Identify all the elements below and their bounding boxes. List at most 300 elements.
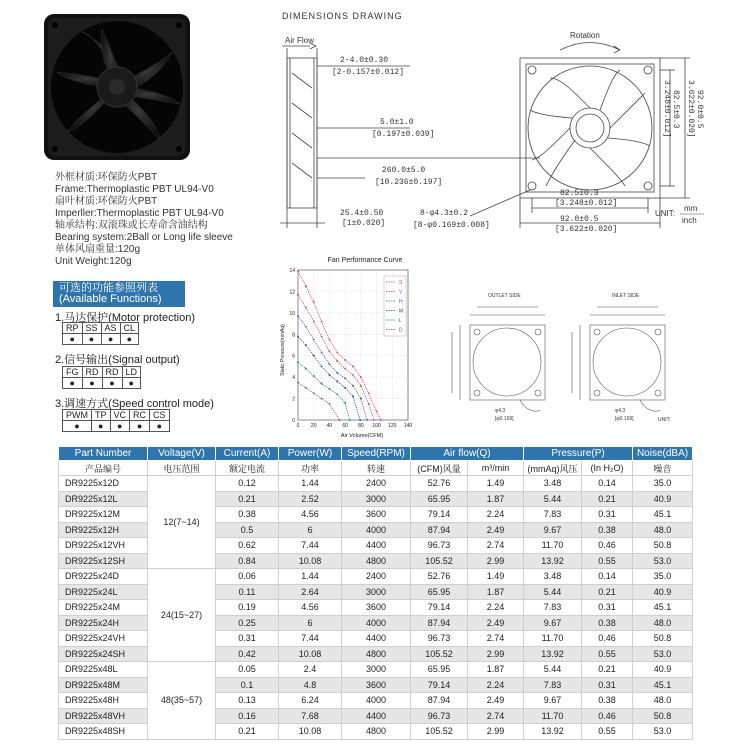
current-cell: 0.1 [216,677,279,693]
sub-cell: (CFM)风量 [411,461,468,476]
m3-cell: 1.87 [468,584,524,600]
current-cell: 0.06 [216,569,279,585]
m3-cell: 2.49 [468,615,524,631]
sub-cell: (mmAq)风压 [524,461,582,476]
data-point [297,336,299,338]
current-cell: 0.05 [216,662,279,678]
mark-cell: ● [102,378,122,389]
current-cell: 0.38 [216,507,279,523]
inh2o-cell: 0.46 [582,708,633,724]
cfm-cell: 87.94 [411,693,468,709]
motor-protection-title: 1.马达保护(Motor protection) [55,312,195,324]
noise-cell: 50.8 [633,631,693,647]
mmaq-cell: 3.48 [524,569,582,585]
data-point [313,392,315,394]
cfm-cell: 65.95 [411,662,468,678]
m3-cell: 2.24 [468,677,524,693]
mark-cell: ● [101,334,120,345]
data-point [360,385,362,387]
voltage-cell: 12(7~14) [148,476,216,569]
speed-cell: 4800 [342,646,411,662]
data-point [344,387,346,389]
mmaq-cell: 5.44 [524,662,582,678]
speed-cell: 4000 [342,615,411,631]
y-tick-label: 14 [289,268,295,274]
spec-frame-cn: 外框材质:环保防火PBT [55,172,158,183]
power-cell: 2.52 [279,491,342,507]
speed-cell: 3600 [342,600,411,616]
power-cell: 1.44 [279,476,342,492]
part-number-cell: DR9225x24M [59,600,148,616]
side-unit-label: UNIT: [658,417,671,423]
data-point [368,403,370,405]
header-air-flow: Air flow(Q) [411,447,524,461]
cfm-cell: 96.73 [411,538,468,554]
code-cell: TP [92,410,111,421]
data-point [352,366,354,368]
part-number-cell: DR9225x48M [59,677,148,693]
sub-cell: 电压范围 [148,461,216,476]
code-cell: PWM [63,410,92,421]
speed-cell: 4400 [342,631,411,647]
mark-cell: ● [63,334,83,345]
data-point [368,392,370,394]
mmaq-cell: 7.83 [524,507,582,523]
speed-cell: 4400 [342,538,411,554]
legend-label: M [399,308,404,315]
data-point [344,377,346,379]
sub-cell: 噪音 [633,461,693,476]
data-point [305,326,307,328]
current-cell: 0.25 [216,615,279,631]
data-point [336,393,338,395]
inh2o-cell: 0.38 [582,693,633,709]
power-cell: 10.08 [279,553,342,569]
mmaq-cell: 5.44 [524,491,582,507]
noise-cell: 48.0 [633,522,693,538]
part-number-cell: DR9225x12D [59,476,148,492]
power-cell: 7.68 [279,708,342,724]
air-flow-label: Air Flow [285,36,314,45]
code-cell: SS [82,323,101,334]
part-number-cell: DR9225x24D [59,569,148,585]
mark-cell: ● [63,378,83,389]
mmaq-cell: 11.70 [524,538,582,554]
current-cell: 0.31 [216,631,279,647]
cfm-cell: 87.94 [411,522,468,538]
m3-cell: 2.99 [468,646,524,662]
spec-impeller-cn: 扇叶材质:环保防火PBT [55,196,158,207]
x-tick-label: 100 [372,423,381,429]
power-cell: 4.8 [279,677,342,693]
speed-cell: 4000 [342,693,411,709]
data-point [373,419,375,421]
dim-holes: 8-φ4.3±0.2 [420,209,469,218]
mmaq-cell: 11.70 [524,631,582,647]
data-point [336,352,338,354]
performance-chart [280,255,430,440]
y-tick-label: 2 [292,396,295,403]
noise-cell: 40.9 [633,662,693,678]
m3-cell: 2.49 [468,693,524,709]
m3-cell: 2.99 [468,553,524,569]
data-point [321,352,323,354]
x-tick-label: 20 [310,423,317,429]
current-cell: 0.19 [216,600,279,616]
header-pressure: Pressure(P) [524,447,633,461]
data-point [321,336,323,338]
noise-cell: 53.0 [633,553,693,569]
legend-label: D [399,327,403,334]
part-number-cell: DR9225x48L [59,662,148,678]
data-point [321,321,323,323]
mmaq-cell: 3.48 [524,476,582,492]
inh2o-cell: 0.55 [582,646,633,662]
part-number-cell: DR9225x24SH [59,646,148,662]
sub-cell: 功率 [279,461,342,476]
x-tick-label: 60 [342,423,348,429]
legend-label: S [399,280,403,286]
mark-cell: ● [150,421,170,432]
inh2o-cell: 0.55 [582,724,633,740]
m3-cell: 1.49 [468,569,524,585]
unit-mm: mm [684,204,698,213]
data-point [305,387,307,389]
mmaq-cell: 7.83 [524,677,582,693]
data-point [305,307,307,309]
data-point [349,419,351,421]
power-cell: 7.44 [279,538,342,554]
part-number-cell: DR9225x48VH [59,708,148,724]
data-point [329,363,331,365]
y-tick-label: 6 [292,353,295,360]
speed-cell: 3000 [342,662,411,678]
speed-cell: 4400 [342,708,411,724]
data-point [297,294,299,296]
sub-cell: 产品编号 [59,461,148,476]
inh2o-cell: 0.31 [582,600,633,616]
dim-size-inch: [3.622±0.020] [555,225,618,234]
current-cell: 0.21 [216,491,279,507]
data-point [352,396,354,398]
dim-size: 92.0±0.5 [560,215,599,224]
speed-cell: 3600 [342,677,411,693]
inlet-hole-label: φ4.3 [615,408,626,414]
inlet-hole-inch: [φ0.169] [615,416,634,422]
data-point [380,419,382,421]
outlet-side-label: OUTLET SIDE [488,293,521,299]
subheader-row [59,461,693,476]
part-number-cell: DR9225x48SH [59,724,148,740]
spec-weight-cn: 单体风扇重量:120g [55,244,141,255]
current-cell: 0.16 [216,708,279,724]
data-point [329,339,331,341]
unit-label: UNIT: [655,209,675,218]
m3-cell: 2.49 [468,522,524,538]
power-cell: 6 [279,522,342,538]
mark-cell: ● [110,421,130,432]
x-tick-label: 120 [388,423,397,429]
current-cell: 0.11 [216,584,279,600]
cfm-cell: 65.95 [411,491,468,507]
functions-header [53,281,185,307]
motor-protection-table [62,322,139,345]
dim-size-v-inch: 3.622±0.020] [686,80,695,138]
data-point [336,360,338,362]
cfm-cell: 105.52 [411,553,468,569]
inh2o-cell: 0.46 [582,631,633,647]
part-number-cell: DR9225x12M [59,507,148,523]
power-cell: 10.08 [279,646,342,662]
m3-cell: 2.74 [468,631,524,647]
chart-title: Fan Performance Curve [327,257,403,264]
mmaq-cell: 9.67 [524,693,582,709]
part-number-cell: DR9225x48H [59,693,148,709]
mark-cell: ● [82,334,101,345]
header-part-number: Part Number [59,447,148,461]
noise-cell: 35.0 [633,476,693,492]
noise-cell: 53.0 [633,724,693,740]
x-tick-label: 0 [296,423,300,429]
x-tick-label: 40 [326,423,333,429]
series-line-L [298,362,350,420]
legend-box [384,276,406,336]
part-number-cell: DR9225x12VH [59,538,148,554]
y-tick-label: 0 [292,418,295,424]
data-point [297,270,299,272]
spec-bearing-en: Bearing system:2Ball or Long life sleeve [55,232,233,243]
signal-output-title: 2.信号输出(Signal output) [55,354,180,366]
dim-pitch-v-inch: 3.248±0.012] [662,80,671,138]
dim-screw-inch: [2-0.157±0.012] [332,68,405,77]
code-cell: VC [110,410,130,421]
table-row [59,569,693,585]
inh2o-cell: 0.38 [582,522,633,538]
data-point [339,419,341,421]
dim-size-v: 92.0±0.5 [695,90,704,129]
data-point [329,351,331,353]
power-cell: 7.44 [279,631,342,647]
spec-impeller-en: Imperller:Thermoplastic PBT UL94-V0 [55,208,224,219]
data-point [305,285,307,287]
header-voltage: Voltage(V) [148,447,216,461]
data-point [321,383,323,385]
data-point [313,375,315,377]
speed-cell: 2400 [342,569,411,585]
series-line-V [298,295,374,420]
cfm-cell: 105.52 [411,646,468,662]
table-row [59,662,693,678]
sub-cell: m³/min [468,461,524,476]
inh2o-cell: 0.21 [582,662,633,678]
dim-hub: 5.0±1.0 [380,118,414,127]
data-point [313,321,315,323]
mmaq-cell: 13.92 [524,724,582,740]
m3-cell: 1.49 [468,476,524,492]
cfm-cell: 96.73 [411,631,468,647]
m3-cell: 1.87 [468,491,524,507]
dim-thickness: 25.4±0.50 [340,209,384,218]
spec-frame-en: Frame:Thermoplastic PBT UL94-V0 [55,184,214,195]
unit-inch: inch [682,216,697,225]
data-point [344,359,346,361]
code-cell: CL [120,323,139,334]
code-cell: LD [122,367,141,378]
data-point [359,419,361,421]
mmaq-cell: 9.67 [524,615,582,631]
inh2o-cell: 0.21 [582,491,633,507]
series-line-S [298,271,381,420]
dim-thickness-inch: [1±0.020] [342,219,386,228]
power-cell: 6.24 [279,693,342,709]
header-power: Power(W) [279,447,342,461]
chart-legend [384,276,406,336]
speed-cell: 4000 [342,522,411,538]
current-cell: 0.62 [216,538,279,554]
power-cell: 4.56 [279,507,342,523]
dim-pitch-v: 82.5±0.3 [671,90,680,129]
data-point [297,361,299,363]
mark-cell: ● [82,378,102,389]
data-point [313,355,315,357]
outlet-hole-inch: [φ0.169] [495,416,514,422]
inh2o-cell: 0.14 [582,569,633,585]
part-number-cell: DR9225x12H [59,522,148,538]
data-point [329,388,331,390]
series-line-D [298,383,339,421]
table-row [59,476,693,492]
data-point [344,402,346,404]
code-cell: AS [101,323,120,334]
code-cell: CS [150,410,170,421]
part-number-cell: DR9225x12SH [59,553,148,569]
noise-cell: 40.9 [633,584,693,600]
data-point [297,382,299,384]
power-cell: 1.44 [279,569,342,585]
code-cell: RC [130,410,150,421]
noise-cell: 50.8 [633,538,693,554]
data-point [366,419,368,421]
part-number-cell: DR9225x24VH [59,631,148,647]
dim-pitch: 82.5±0.3 [560,189,599,198]
outlet-hole-label: φ4.3 [495,408,506,414]
speed-cell: 3000 [342,491,411,507]
power-cell: 2.4 [279,662,342,678]
x-tick-label: 140 [403,423,413,429]
m3-cell: 2.74 [468,538,524,554]
cfm-cell: 105.52 [411,724,468,740]
y-tick-label: 10 [289,310,295,317]
legend-label: L [399,318,402,324]
chart-y-label: Static Pressure(mmAq) [280,324,286,376]
mark-cell: ● [130,421,150,432]
speed-control-title: 3.调速方式(Speed control mode) [55,398,214,410]
mmaq-cell: 11.70 [524,708,582,724]
inh2o-cell: 0.38 [582,615,633,631]
series-line-M [298,336,360,420]
mmaq-cell: 13.92 [524,646,582,662]
cfm-cell: 79.14 [411,677,468,693]
m3-cell: 2.74 [468,708,524,724]
data-point [297,315,299,317]
cfm-cell: 79.14 [411,507,468,523]
current-cell: 0.21 [216,724,279,740]
noise-cell: 35.0 [633,569,693,585]
functions-header-en: (Available Functions) [59,293,162,305]
fan-product-photo [42,12,192,162]
code-cell: RP [63,323,83,334]
legend-label: V [399,289,403,296]
spec-bearing-cn: 轴承结构:双滚珠或长寿命含油结构 [55,220,208,231]
header-current: Current(A) [216,447,279,461]
mmaq-cell: 7.83 [524,600,582,616]
speed-cell: 3000 [342,584,411,600]
data-point [352,385,354,387]
m3-cell: 1.87 [468,662,524,678]
noise-cell: 48.0 [633,615,693,631]
noise-cell: 45.1 [633,507,693,523]
noise-cell: 53.0 [633,646,693,662]
mark-cell: ● [92,421,111,432]
current-cell: 0.42 [216,646,279,662]
dim-holes-inch: [8-φ0.169±0.008] [413,221,490,230]
mark-cell: ● [122,378,141,389]
noise-cell: 48.0 [633,693,693,709]
data-point [329,374,331,376]
legend-label: H [399,299,403,305]
speed-cell: 4800 [342,724,411,740]
current-cell: 0.12 [216,476,279,492]
data-point [336,372,338,374]
y-tick-label: 12 [289,289,295,296]
dim-pitch-inch: [3.248±0.012] [555,199,618,208]
dim-lead-inch: [10.236±0.197] [375,178,443,187]
dim-screw: 2-4.0±0.30 [340,56,389,65]
voltage-cell: 48(35~57) [148,662,216,740]
cfm-cell: 52.76 [411,476,468,492]
data-point [376,411,378,413]
data-point [305,368,307,370]
mark-cell: ● [120,334,139,345]
m3-cell: 2.99 [468,724,524,740]
cfm-cell: 79.14 [411,600,468,616]
sub-cell: 转速 [342,461,411,476]
inh2o-cell: 0.55 [582,553,633,569]
m3-cell: 2.24 [468,507,524,523]
data-point [352,374,354,376]
header-noise: Noise(dBA) [633,447,693,461]
cfm-cell: 52.76 [411,569,468,585]
speed-control-table [62,409,170,432]
power-cell: 6 [279,615,342,631]
header-speed: Speed(RPM) [342,447,411,461]
speed-cell: 4800 [342,553,411,569]
inh2o-cell: 0.31 [582,677,633,693]
cfm-cell: 65.95 [411,584,468,600]
data-point [336,381,338,383]
signal-output-table [62,366,141,389]
current-cell: 0.13 [216,693,279,709]
chart-x-label: Air Volume(CFM) [340,433,384,439]
inh2o-cell: 0.21 [582,584,633,600]
part-number-cell: DR9225x12L [59,491,148,507]
dim-hub-inch: [0.197±0.039] [372,130,435,139]
part-number-cell: DR9225x24H [59,615,148,631]
data-point [321,398,323,400]
noise-cell: 45.1 [633,600,693,616]
data-point [329,403,331,405]
y-tick-label: 8 [292,332,295,339]
